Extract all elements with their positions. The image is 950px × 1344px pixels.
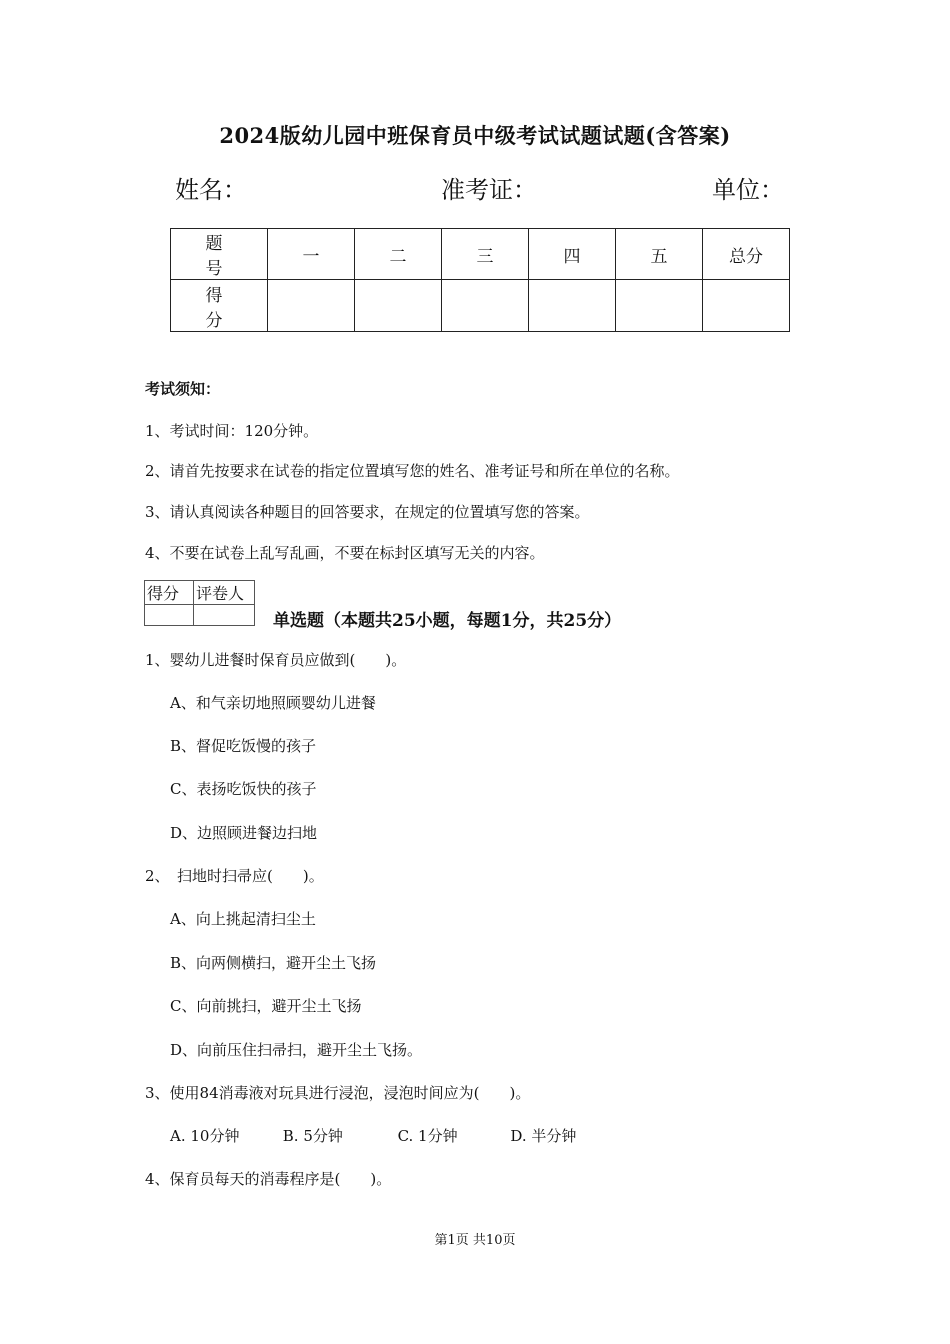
score-table-row-label: 得 分 bbox=[171, 280, 268, 332]
question-option: C、向前挑扫，避开尘土飞扬 bbox=[170, 997, 362, 1015]
score-table-header-cell: 三 bbox=[442, 229, 529, 280]
score-cell[interactable] bbox=[355, 280, 442, 332]
question-option: D、向前压住扫帚扫，避开尘土飞扬。 bbox=[170, 1041, 423, 1059]
question-option: A、向上挑起清扫尘土 bbox=[170, 910, 316, 928]
score-table-header-cell: 四 bbox=[529, 229, 616, 280]
score-table-header-label: 题 号 bbox=[171, 229, 268, 280]
question-option: B. 5分钟 bbox=[282, 1127, 343, 1145]
score-table-score-row bbox=[171, 280, 790, 332]
question-stem: 1、婴幼儿进餐时保育员应做到( )。 bbox=[145, 651, 407, 669]
score-table bbox=[170, 228, 790, 332]
score-cell[interactable] bbox=[529, 280, 616, 332]
question-option: B、督促吃饭慢的孩子 bbox=[170, 737, 317, 755]
question-option: C、表扬吃饭快的孩子 bbox=[170, 780, 317, 798]
question-option: C. 1分钟 bbox=[397, 1127, 458, 1145]
question-option: D. 半分钟 bbox=[510, 1127, 577, 1145]
section-title: 单选题（本题共25小题，每题1分，共25分） bbox=[273, 611, 622, 631]
unit-field-label: 单位： bbox=[712, 176, 784, 204]
question-stem: 3、使用84消毒液对玩具进行浸泡，浸泡时间应为( )。 bbox=[145, 1084, 531, 1102]
score-table-header-cell: 一 bbox=[268, 229, 355, 280]
question-option: D、边照顾进餐边扫地 bbox=[170, 824, 318, 842]
score-cell-total[interactable] bbox=[703, 280, 790, 332]
notice-item: 4、不要在试卷上乱写乱画，不要在标封区填写无关的内容。 bbox=[145, 544, 545, 562]
notice-heading: 考试须知： bbox=[145, 380, 221, 398]
score-cell[interactable] bbox=[442, 280, 529, 332]
grader-reviewer-label: 评卷人 bbox=[194, 581, 255, 605]
question-option: A. 10分钟 bbox=[170, 1127, 240, 1145]
score-cell[interactable] bbox=[616, 280, 703, 332]
notice-item: 2、请首先按要求在试卷的指定位置填写您的姓名、准考证号和所在单位的名称。 bbox=[145, 462, 680, 480]
grader-reviewer-cell[interactable] bbox=[194, 605, 255, 626]
score-table-header-cell: 五 bbox=[616, 229, 703, 280]
score-table-header-row bbox=[171, 229, 790, 280]
document-title: 2024版幼儿园中班保育员中级考试试题试题(含答案) bbox=[219, 123, 731, 148]
score-table-header-cell: 二 bbox=[355, 229, 442, 280]
question-options-row bbox=[170, 1125, 576, 1146]
question-stem: 4、保育员每天的消毒程序是( )。 bbox=[145, 1170, 392, 1188]
notice-item: 3、请认真阅读各种题目的回答要求，在规定的位置填写您的答案。 bbox=[145, 503, 590, 521]
score-table-header-total: 总分 bbox=[703, 229, 790, 280]
question-option: B、向两侧横扫，避开尘土飞扬 bbox=[170, 954, 377, 972]
page-footer: 第1页 共10页 bbox=[434, 1233, 516, 1248]
question-stem: 2、 扫地时扫帚应( )。 bbox=[145, 867, 324, 885]
name-field-label: 姓名： bbox=[175, 176, 247, 204]
question-option: A、和气亲切地照顾婴幼儿进餐 bbox=[170, 694, 376, 712]
notice-item: 1、考试时间：120分钟。 bbox=[145, 422, 319, 440]
grader-score-cell[interactable] bbox=[145, 605, 194, 626]
exam-id-field-label: 准考证： bbox=[441, 176, 537, 204]
grader-score-label: 得分 bbox=[145, 581, 194, 605]
grader-box bbox=[144, 580, 255, 626]
score-cell[interactable] bbox=[268, 280, 355, 332]
